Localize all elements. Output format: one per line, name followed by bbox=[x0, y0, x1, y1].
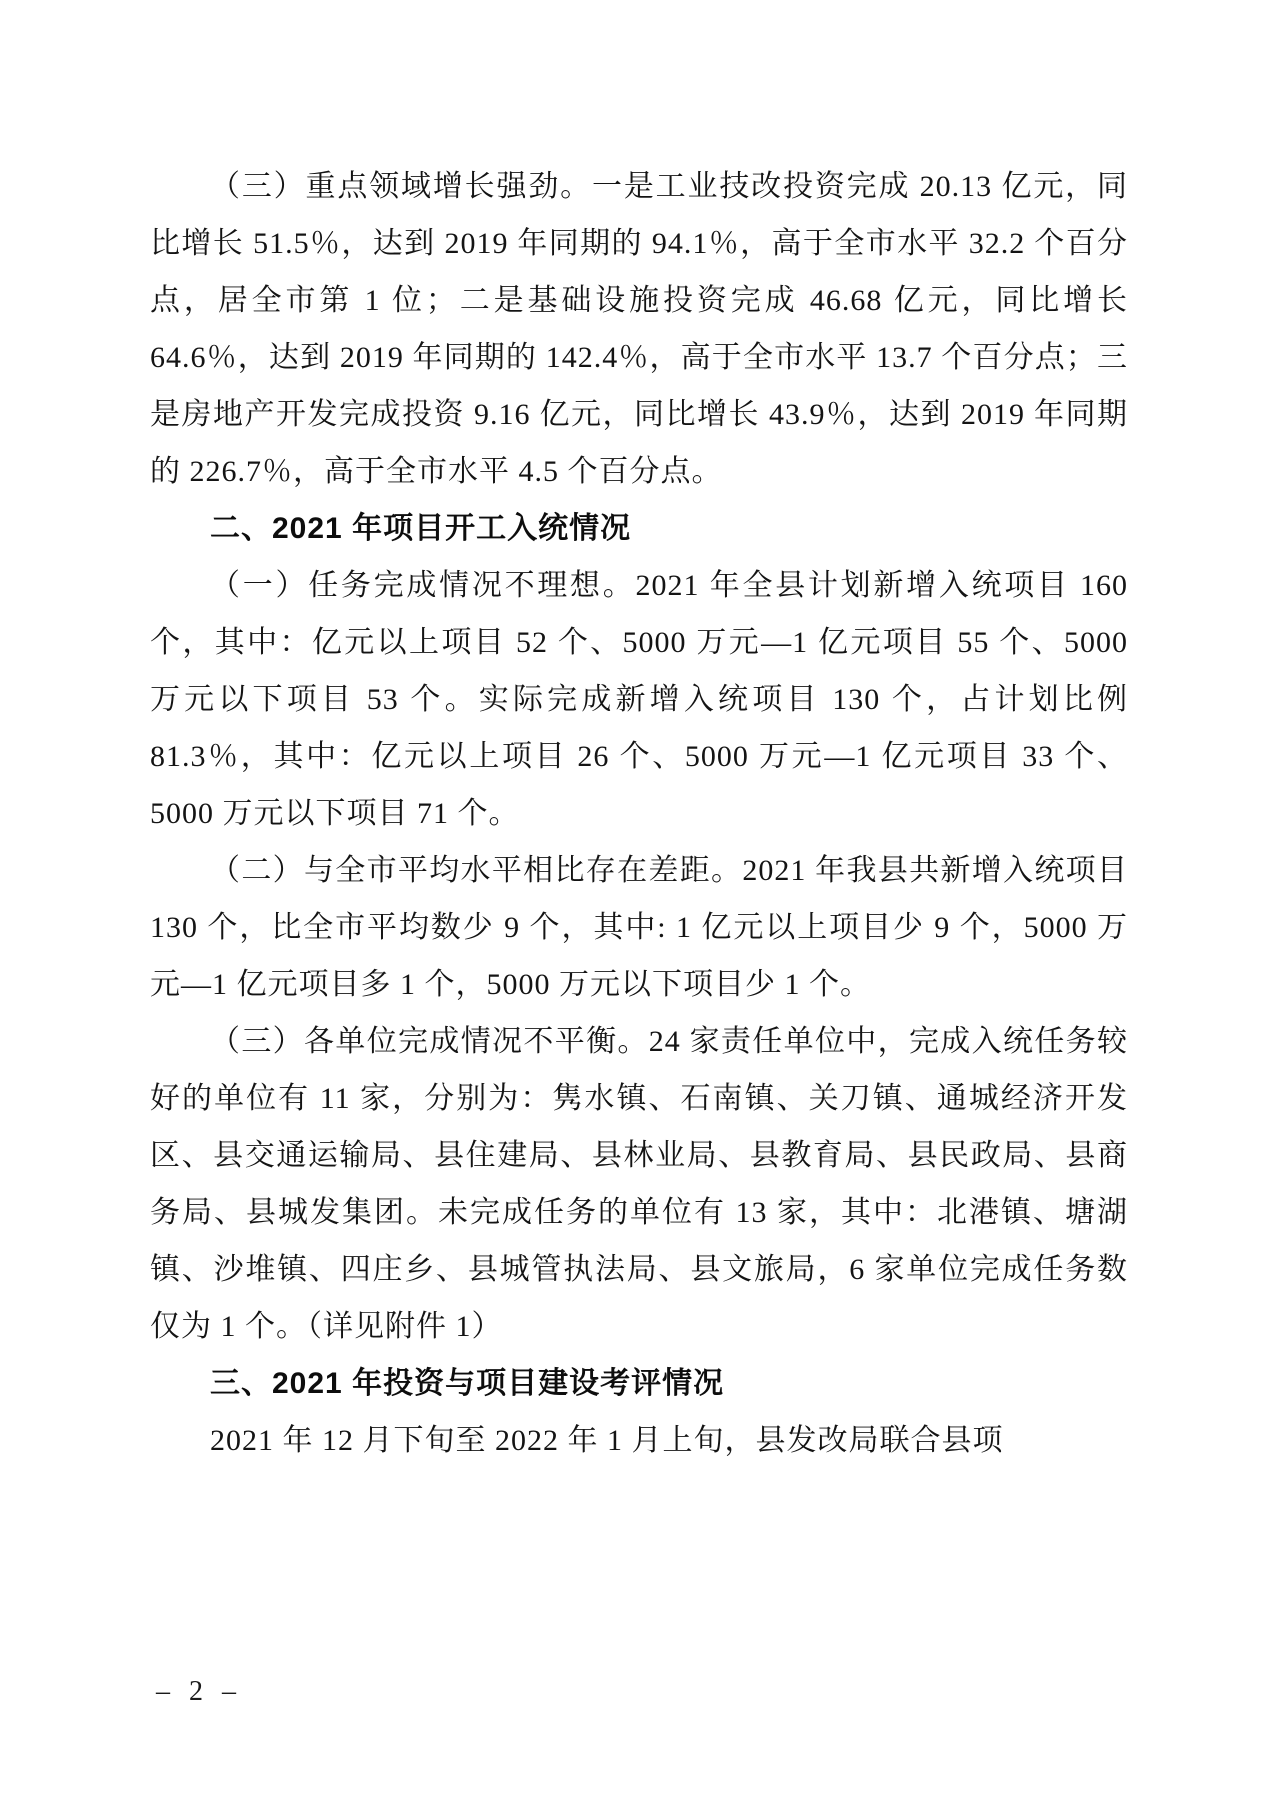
paragraph-unit-completion-imbalance: （三）各单位完成情况不平衡。24 家责任单位中，完成入统任务较好的单位有 11 家，分别为：隽水镇、石南镇、关刀镇、通城经济开发区、县交通运输局、县住建局、县林业局、县教育局、县民政局、县商务局、县城发集团。未完成任务的单位有 13 家，其中：北港镇、塘湖镇、沙堆镇、四庄乡、县城管执法局、县文旅局，6 家单位完成任务数仅为 1 个。（详见附件 1） bbox=[150, 1025, 1128, 1343]
document-body bbox=[150, 158, 1128, 1469]
paragraph-task-completion: （一）任务完成情况不理想。2021 年全县计划新增入统项目 160 个，其中：亿元以上项目 52 个、5000 万元—1 亿元项目 55 个、5000 万元以下项目 53 个。实际完成新增入统项目 130 个，占计划比例 81.3％，其中：亿元以上项目 26 个、5000 万元—1 亿元项目 33 个、5000 万元以下项目 71 个。 bbox=[150, 569, 1128, 830]
paragraph-key-areas-growth: （三）重点领域增长强劲。一是工业技改投资完成 20.13 亿元，同比增长 51.5％，达到 2019 年同期的 94.1％，高于全市水平 32.2 个百分点，居全市第 1 位；二是基础设施投资完成 46.68 亿元，同比增长 64.6％，达到 2019 年同期的 142.4％，高于全市水平 13.7 个百分点；三是房地产开发完成投资 9.16 亿元，同比增长 43.9％，达到 2019 年同期的 226.7％，高于全市水平 4.5 个百分点。 bbox=[150, 170, 1128, 488]
page-number: – 2 – bbox=[156, 1676, 242, 1707]
paragraph-city-average-gap: （二）与全市平均水平相比存在差距。2021 年我县共新增入统项目 130 个，比全市平均数少 9 个，其中: 1 亿元以上项目少 9 个，5000 万元—1 亿元项目多 1 个，5000 万元以下项目少 1 个。 bbox=[150, 854, 1128, 1001]
section-heading-project-start-statistics: 二、2021 年项目开工入统情况 bbox=[210, 512, 632, 545]
paragraph-evaluation-intro: 2021 年 12 月下旬至 2022 年 1 月上旬，县发改局联合县项 bbox=[210, 1424, 1004, 1457]
section-heading-investment-evaluation: 三、2021 年投资与项目建设考评情况 bbox=[210, 1367, 725, 1400]
